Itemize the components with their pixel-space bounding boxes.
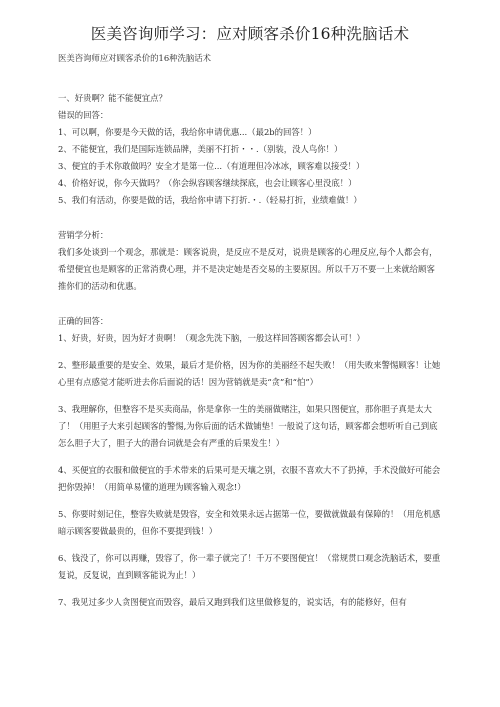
correct-answer-item: 4、买便宜的衣服和做便宜的手术带来的后果可是天壤之别，衣服不喜欢大不了扔掉，手术没做好可能会把你毁掉！（用简单易懂的道理为顾客输入观念!） (58, 465, 441, 492)
correct-answer-item: 1、好贵，好贵，因为好才贵啊！（观念先洗下脑，一般这样回答顾客都会认可！） (58, 333, 365, 343)
page-subtitle: 医美咨询师应对顾客杀价的16种洗脑话术 (58, 53, 212, 63)
correct-answers-label: 正确的回答： (58, 316, 109, 326)
correct-answer-item: 6、钱没了，你可以再赚，毁容了，你一辈子就完了！千万不要图便宜！（常规贯口观念洗脑话术，要重复说，反复说，直到顾客能说为止！） (58, 553, 441, 580)
analysis-label: 营销学分析： (58, 230, 109, 240)
wrong-answer-item: 2、不能便宜，我们是国际连锁品牌，美丽不打折・・.（别装，没人鸟你！） (58, 144, 343, 154)
correct-answer-item: 3、我理解你，但整容不是买卖商品，你是拿你一生的美丽做赌注，如果只图便宜，那你胆子真是太大了！（用胆子大来引起顾客的警惕,为你后面的话术做铺垫！一般说了这句话，顾客都会想听听自己到底怎么胆子大了，胆子大的潜台词就是会有严重的后果发生！） (58, 404, 438, 448)
section-heading: 一、好贵啊？能不能便宜点？ (58, 93, 167, 103)
wrong-answer-item: 4、价格好说，你今天做吗？（你会纵容顾客继续探底，也会让顾客心里没底！） (58, 178, 357, 188)
wrong-answer-item: 3、便宜的手术你敢做吗？安全才是第一位...（有道理但冷冰冰，顾客难以接受！） (58, 161, 365, 171)
wrong-answer-item: 1、可以啊，你要是今天做的话，我给你申请优惠...（最2b的回答！） (58, 127, 317, 137)
correct-answer-item: 5、你要时刻记住，整容失败就是毁容，安全和效果永远占据第一位，要做就做最有保障的！（用危机感暗示顾客要做最贵的，但你不要提到钱！） (58, 509, 441, 536)
correct-answer-item: 2、整形最重要的是安全、效果，最后才是价格，因为你的美丽经不起失败！（用失败来警惕顾客！让她心里有点感觉才能听进去你后面说的话！因为营销就是卖“贪”和“怕”） (58, 360, 441, 387)
analysis-text: 我们多处谈到一个观念，那就是：顾客说贵，是反应不是反对，说贵是顾客的心理反应,每个人都会有，希望便宜也是顾客的正常消费心理，并不是决定她是否交易的主要原因。所以千万不要一上来就给顾客推你们的活动和优惠。 (58, 247, 438, 291)
wrong-answers-label: 错误的回答： (58, 110, 109, 120)
wrong-answer-item: 5、我们有活动，你要是做的话，我给你申请下打折.・.（轻易打折，业绩难做！） (58, 195, 362, 205)
correct-answer-item: 7、我见过多少人贪图便宜而毁容，最后又跑到我们这里做修复的，说实话，有的能修好，但有 (58, 597, 407, 607)
page-title: 医美咨询师学习：应对顾客杀价16种洗脑话术 (90, 25, 410, 43)
